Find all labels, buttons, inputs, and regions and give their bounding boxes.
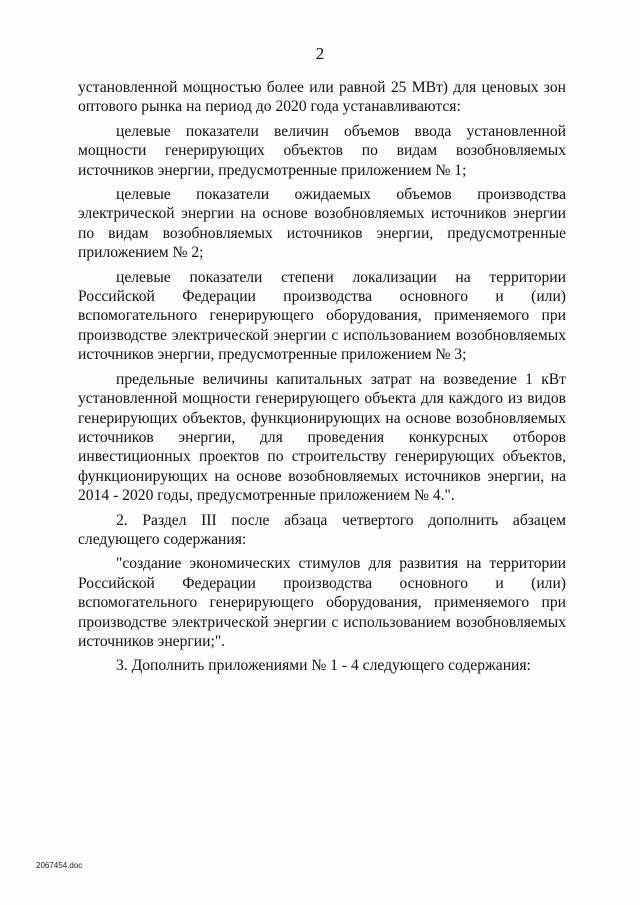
paragraph-localization: целевые показатели степени локализации на территории Российской Федерации производства основного и (или) вспомогательного генерирующего оборудования, применяемого при производстве электрической энергии с использованием возобновляемых источников энергии, предусмотренные приложением № 3;: [78, 268, 566, 364]
paragraph-target-capacity: целевые показатели величин объемов ввода установленной мощности генерирующих объектов по видам возобновляемых источников энергии, предусмотренные приложением № 1;: [78, 122, 566, 179]
paragraph-capital-costs: предельные величины капитальных затрат на возведение 1 кВт установленной мощности генерирующего объекта для каждого из видов генерирующих объектов, функционирующих на основе возобновляемых источников энергии, для проведения конкурсных отборов инвестиционных проектов по строительству генерирующих объектов, функционирующих на основе возобновляемых источников энергии, на 2014 - 2020 годы, предусмотренные приложением № 4.".: [78, 370, 566, 505]
paragraph-target-production: целевые показатели ожидаемых объемов производства электрической энергии на основе возобновляемых источников энергии по видам возобновляемых источников энергии, предусмотренные приложением № 2;: [78, 186, 566, 262]
document-file-id: 2067454.doc: [36, 861, 83, 870]
paragraph-appendices: 3. Дополнить приложениями № 1 - 4 следующего содержания:: [116, 657, 531, 675]
page-number: 2: [315, 44, 325, 63]
paragraph-economic-stimuli: "создание экономических стимулов для развития на территории Российской Федерации производства основного и (или) вспомогательного генерирующего оборудования, применяемого при производстве электрической энергии с использованием возобновляемых источников энергии;".: [78, 555, 566, 650]
document-body: [78, 78, 566, 681]
paragraph-continuation: установленной мощностью более или равной 25 МВт) для ценовых зон оптового рынка на период до 2020 года устанавливаются:: [78, 79, 566, 116]
paragraph-section-iii: 2. Раздел III после абзаца четвертого дополнить абзацем следующего содержания:: [78, 511, 566, 548]
